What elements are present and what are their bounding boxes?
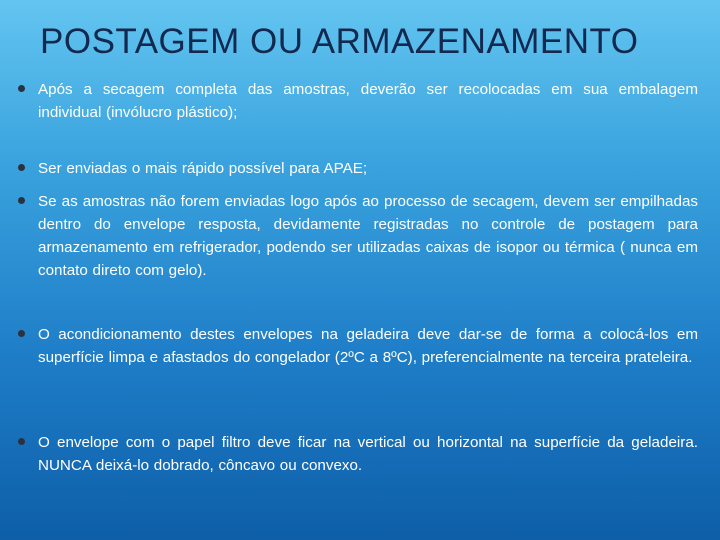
bullet-dot-icon xyxy=(18,164,38,171)
bullet-item xyxy=(18,431,698,477)
bullet-dot-icon xyxy=(18,85,38,92)
bullet-text: Após a secagem completa das amostras, deverão ser recolocadas em sua embalagem individual (invólucro plástico); xyxy=(38,81,698,121)
bullet-text: Ser enviadas o mais rápido possível para APAE; xyxy=(38,160,368,177)
bullet-dot-icon xyxy=(18,330,38,337)
bullet-dot-icon xyxy=(18,197,38,204)
bullet-text: O acondicionamento destes envelopes na geladeira deve dar-se de forma a colocá-los em superfície limpa e afastados do congelador (2ºC a 8ºC), preferencialmente na terceira prateleira. xyxy=(38,326,698,366)
bullet-item xyxy=(18,78,698,124)
bullet-item xyxy=(18,157,698,180)
bullet-item xyxy=(18,190,698,282)
bullet-text: O envelope com o papel filtro deve ficar na vertical ou horizontal na superfície da geladeira. NUNCA deixá-lo dobrado, côncavo ou convexo. xyxy=(38,434,698,474)
bullet-item xyxy=(18,323,698,369)
bullet-dot-icon xyxy=(18,438,38,445)
slide-title: POSTAGEM OU ARMAZENAMENTO xyxy=(40,22,639,61)
bullet-text: Se as amostras não forem enviadas logo após ao processo de secagem, devem ser empilhadas dentro do envelope resposta, devidamente registradas no controle de postagem para armazenamento em refrigerador, podendo ser utilizadas caixas de isopor ou térmica ( nunca em contato direto com gelo). xyxy=(38,193,698,279)
